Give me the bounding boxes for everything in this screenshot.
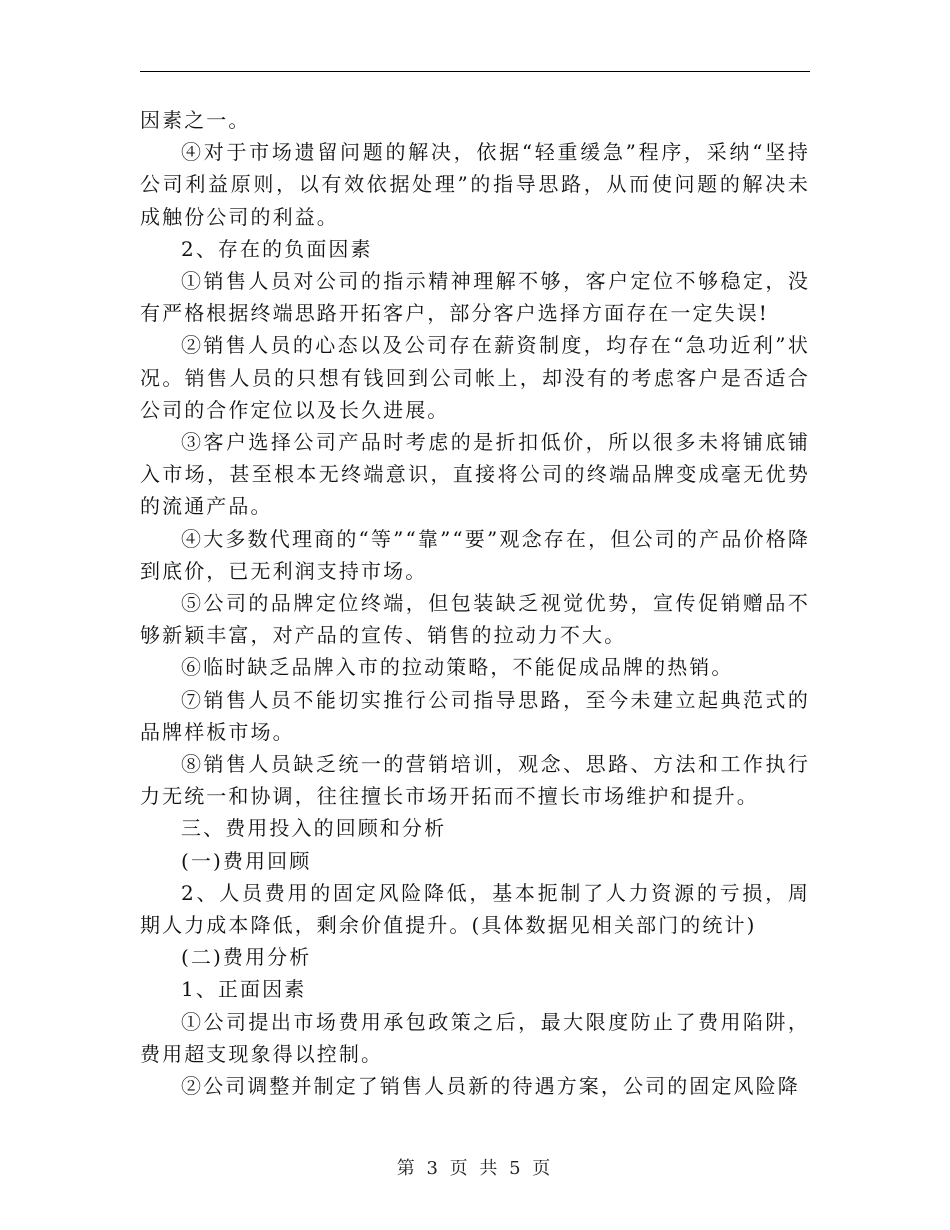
- paragraph: ⑦销售人员不能切实推行公司指导思路，至今未建立起典范式的品牌样板市场。: [140, 687, 810, 744]
- section-heading: 三、费用投入的回顾和分析: [181, 816, 447, 841]
- header-rule: [140, 71, 810, 72]
- page-number-footer: 第 3 页 共 5 页: [396, 1158, 554, 1179]
- paragraph: ⑧销售人员缺乏统一的营销培训，观念、思路、方法和工作执行力无统一和协调，往往擅长市场开拓而不擅长市场维护和提升。: [140, 752, 810, 809]
- document-body: [140, 104, 810, 1102]
- section-heading: (二)费用分析: [181, 945, 312, 970]
- paragraph: ②公司调整并制定了销售人员新的待遇方案，公司的固定风险降: [181, 1074, 800, 1099]
- paragraph: 2、人员费用的固定风险降低，基本扼制了人力资源的亏损，周期人力成本降低，剩余价值提升。(具体数据见相关部门的统计): [140, 880, 810, 938]
- paragraph: ①公司提出市场费用承包政策之后，最大限度防止了费用陷阱，费用超支现象得以控制。: [140, 1009, 810, 1066]
- paragraph: 因素之一。: [140, 108, 251, 132]
- section-heading: 1、正面因素: [181, 977, 307, 1002]
- paragraph: ④大多数代理商的“等”“靠”“要”观念存在，但公司的产品价格降到底价，已无利润支持市场。: [140, 526, 810, 583]
- section-heading: (一)费用回顾: [181, 848, 312, 873]
- paragraph: ⑤公司的品牌定位终端，但包装缺乏视觉优势，宣传促销赠品不够新颖丰富，对产品的宣传、销售的拉动力不大。: [140, 591, 810, 648]
- paragraph: ①销售人员对公司的指示精神理解不够，客户定位不够稳定，没有严格根据终端思路开拓客户，部分客户选择方面存在一定失误!: [140, 269, 810, 326]
- paragraph: ⑥临时缺乏品牌入市的拉动策略，不能促成品牌的热销。: [181, 655, 734, 680]
- paragraph: ②销售人员的心态以及公司存在薪资制度，均存在“急功近利”状况。销售人员的只想有钱回到公司帐上，却没有的考虑客户是否适合公司的合作定位以及长久进展。: [140, 333, 810, 422]
- paragraph: ④对于市场遗留问题的解决，依据“轻重缓急”程序，采纳“坚持公司利益原则，以有效依据处理”的指导思路，从而使问题的解决未成触份公司的利益。: [140, 140, 810, 229]
- paragraph: ③客户选择公司产品时考虑的是折扣低价，所以很多未将铺底铺入市场，甚至根本无终端意识，直接将公司的终端品牌变成毫无优势的流通产品。: [140, 430, 810, 519]
- section-heading: 2、存在的负面因素: [181, 236, 373, 261]
